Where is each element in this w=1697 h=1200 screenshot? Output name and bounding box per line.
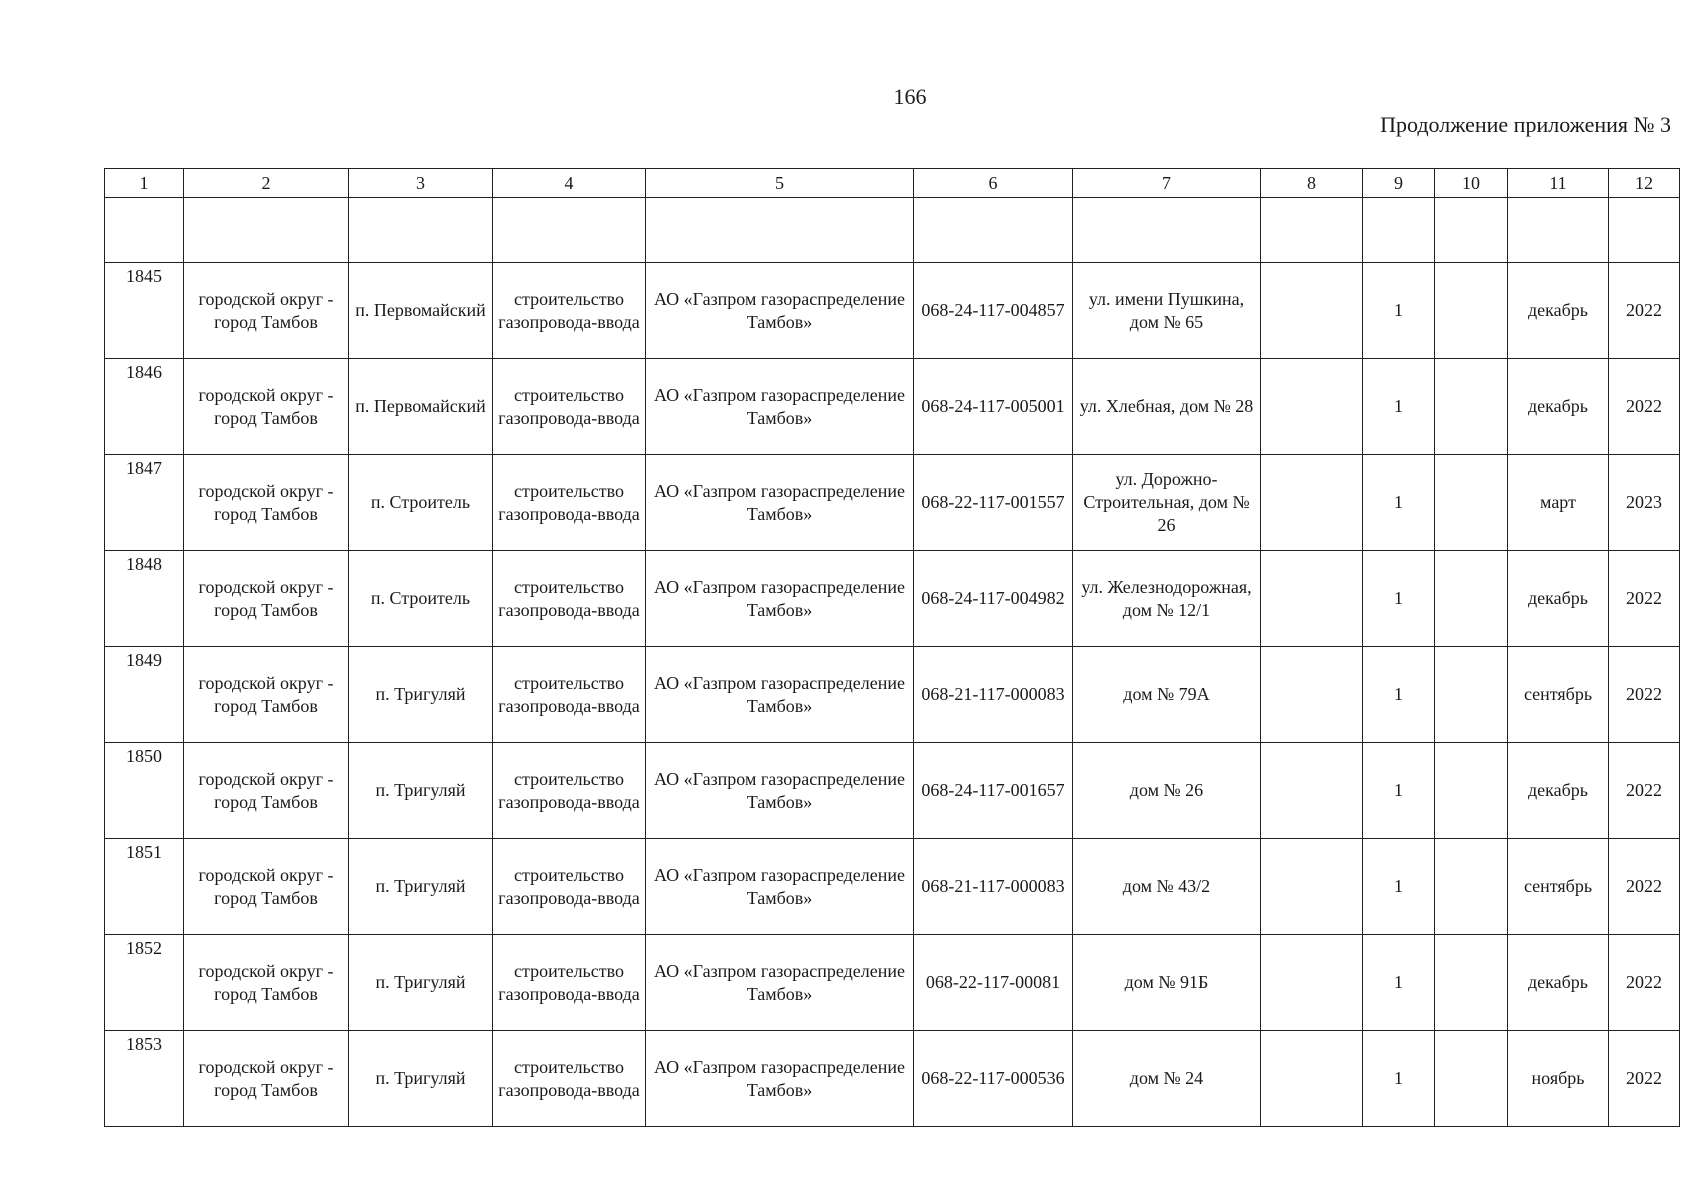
organization-cell: АО «Газпром газораспределение Тамбов» (646, 263, 914, 359)
month-cell: декабрь (1508, 551, 1609, 647)
object-code-cell: 068-22-117-001557 (914, 455, 1073, 551)
address-cell: ул. Хлебная, дом № 28 (1073, 359, 1261, 455)
table-row (105, 359, 1680, 455)
empty-cell (1363, 198, 1435, 263)
column-8-cell (1261, 839, 1363, 935)
locality-cell: п. Тригуляй (349, 839, 493, 935)
column-header: 4 (493, 169, 646, 198)
column-header: 12 (1609, 169, 1680, 198)
organization-cell: АО «Газпром газораспределение Тамбов» (646, 647, 914, 743)
quantity-cell: 1 (1363, 935, 1435, 1031)
locality-cell: п. Тригуляй (349, 935, 493, 1031)
table-row (105, 935, 1680, 1031)
empty-cell (1261, 198, 1363, 263)
work-type-cell: строительство газопровода-ввода (493, 743, 646, 839)
work-type-cell: строительство газопровода-ввода (493, 263, 646, 359)
page-number: 166 (893, 84, 927, 109)
row-number-cell: 1849 (105, 647, 184, 743)
object-code-cell: 068-24-117-004982 (914, 551, 1073, 647)
empty-cell (493, 198, 646, 263)
quantity-cell: 1 (1363, 839, 1435, 935)
object-code-cell: 068-22-117-000536 (914, 1031, 1073, 1127)
year-cell: 2022 (1609, 839, 1680, 935)
column-header: 2 (184, 169, 349, 198)
table-row (105, 455, 1680, 551)
table-row (105, 1031, 1680, 1127)
column-header: 9 (1363, 169, 1435, 198)
district-cell: городской округ - город Тамбов (184, 935, 349, 1031)
column-10-cell (1435, 359, 1508, 455)
year-cell: 2023 (1609, 455, 1680, 551)
organization-cell: АО «Газпром газораспределение Тамбов» (646, 551, 914, 647)
column-8-cell (1261, 359, 1363, 455)
column-8-cell (1261, 551, 1363, 647)
row-number-cell: 1850 (105, 743, 184, 839)
empty-cell (646, 198, 914, 263)
row-number-cell: 1848 (105, 551, 184, 647)
empty-cell (184, 198, 349, 263)
empty-cell (1508, 198, 1609, 263)
row-number-cell: 1853 (105, 1031, 184, 1127)
year-cell: 2022 (1609, 551, 1680, 647)
month-cell: март (1508, 455, 1609, 551)
locality-cell: п. Строитель (349, 455, 493, 551)
quantity-cell: 1 (1363, 551, 1435, 647)
column-header: 5 (646, 169, 914, 198)
district-cell: городской округ - город Тамбов (184, 1031, 349, 1127)
table-row (105, 263, 1680, 359)
year-cell: 2022 (1609, 1031, 1680, 1127)
locality-cell: п. Строитель (349, 551, 493, 647)
column-10-cell (1435, 551, 1508, 647)
table-row (105, 551, 1680, 647)
column-8-cell (1261, 647, 1363, 743)
column-header: 1 (105, 169, 184, 198)
district-cell: городской округ - город Тамбов (184, 455, 349, 551)
row-number-cell: 1846 (105, 359, 184, 455)
locality-cell: п. Первомайский (349, 263, 493, 359)
district-cell: городской округ - город Тамбов (184, 647, 349, 743)
district-cell: городской округ - город Тамбов (184, 359, 349, 455)
empty-cell (105, 198, 184, 263)
column-8-cell (1261, 1031, 1363, 1127)
month-cell: декабрь (1508, 935, 1609, 1031)
column-8-cell (1261, 935, 1363, 1031)
year-cell: 2022 (1609, 263, 1680, 359)
work-type-cell: строительство газопровода-ввода (493, 839, 646, 935)
column-10-cell (1435, 455, 1508, 551)
row-number-cell: 1851 (105, 839, 184, 935)
object-code-cell: 068-24-117-005001 (914, 359, 1073, 455)
column-8-cell (1261, 263, 1363, 359)
month-cell: декабрь (1508, 359, 1609, 455)
address-cell: дом № 91Б (1073, 935, 1261, 1031)
year-cell: 2022 (1609, 743, 1680, 839)
empty-cell (1435, 198, 1508, 263)
empty-cell (349, 198, 493, 263)
locality-cell: п. Первомайский (349, 359, 493, 455)
row-number-cell: 1847 (105, 455, 184, 551)
address-cell: дом № 26 (1073, 743, 1261, 839)
address-cell: дом № 79А (1073, 647, 1261, 743)
object-code-cell: 068-24-117-001657 (914, 743, 1073, 839)
month-cell: декабрь (1508, 743, 1609, 839)
address-cell: ул. имени Пушкина, дом № 65 (1073, 263, 1261, 359)
quantity-cell: 1 (1363, 743, 1435, 839)
object-code-cell: 068-21-117-000083 (914, 647, 1073, 743)
object-code-cell: 068-24-117-004857 (914, 263, 1073, 359)
empty-cell (1609, 198, 1680, 263)
column-header: 8 (1261, 169, 1363, 198)
quantity-cell: 1 (1363, 263, 1435, 359)
column-8-cell (1261, 743, 1363, 839)
month-cell: ноябрь (1508, 1031, 1609, 1127)
empty-cell (1073, 198, 1261, 263)
month-cell: декабрь (1508, 263, 1609, 359)
locality-cell: п. Тригуляй (349, 647, 493, 743)
address-cell: ул. Железнодорожная, дом № 12/1 (1073, 551, 1261, 647)
month-cell: сентябрь (1508, 647, 1609, 743)
header-row (105, 169, 1680, 198)
column-10-cell (1435, 743, 1508, 839)
locality-cell: п. Тригуляй (349, 743, 493, 839)
column-8-cell (1261, 455, 1363, 551)
quantity-cell: 1 (1363, 455, 1435, 551)
year-cell: 2022 (1609, 647, 1680, 743)
district-cell: городской округ - город Тамбов (184, 839, 349, 935)
organization-cell: АО «Газпром газораспределение Тамбов» (646, 455, 914, 551)
month-cell: сентябрь (1508, 839, 1609, 935)
table-row (105, 743, 1680, 839)
district-cell: городской округ - город Тамбов (184, 551, 349, 647)
quantity-cell: 1 (1363, 1031, 1435, 1127)
column-10-cell (1435, 263, 1508, 359)
locality-cell: п. Тригуляй (349, 1031, 493, 1127)
work-type-cell: строительство газопровода-ввода (493, 935, 646, 1031)
work-type-cell: строительство газопровода-ввода (493, 455, 646, 551)
empty-cell (914, 198, 1073, 263)
organization-cell: АО «Газпром газораспределение Тамбов» (646, 743, 914, 839)
district-cell: городской округ - город Тамбов (184, 263, 349, 359)
column-10-cell (1435, 839, 1508, 935)
column-header: 3 (349, 169, 493, 198)
organization-cell: АО «Газпром газораспределение Тамбов» (646, 359, 914, 455)
work-type-cell: строительство газопровода-ввода (493, 647, 646, 743)
register-table (104, 168, 1680, 1127)
year-cell: 2022 (1609, 935, 1680, 1031)
work-type-cell: строительство газопровода-ввода (493, 1031, 646, 1127)
table-row (105, 647, 1680, 743)
row-number-cell: 1845 (105, 263, 184, 359)
column-10-cell (1435, 1031, 1508, 1127)
column-10-cell (1435, 935, 1508, 1031)
column-header: 11 (1508, 169, 1609, 198)
column-header: 6 (914, 169, 1073, 198)
quantity-cell: 1 (1363, 647, 1435, 743)
blank-row (105, 198, 1680, 263)
organization-cell: АО «Газпром газораспределение Тамбов» (646, 839, 914, 935)
column-10-cell (1435, 647, 1508, 743)
address-cell: ул. Дорожно-Строительная, дом № 26 (1073, 455, 1261, 551)
object-code-cell: 068-21-117-000083 (914, 839, 1073, 935)
continuation-label: Продолжение приложения № 3 (1380, 112, 1671, 137)
quantity-cell: 1 (1363, 359, 1435, 455)
year-cell: 2022 (1609, 359, 1680, 455)
district-cell: городской округ - город Тамбов (184, 743, 349, 839)
organization-cell: АО «Газпром газораспределение Тамбов» (646, 935, 914, 1031)
address-cell: дом № 43/2 (1073, 839, 1261, 935)
object-code-cell: 068-22-117-00081 (914, 935, 1073, 1031)
column-header: 10 (1435, 169, 1508, 198)
address-cell: дом № 24 (1073, 1031, 1261, 1127)
table-row (105, 839, 1680, 935)
work-type-cell: строительство газопровода-ввода (493, 359, 646, 455)
row-number-cell: 1852 (105, 935, 184, 1031)
column-header: 7 (1073, 169, 1261, 198)
organization-cell: АО «Газпром газораспределение Тамбов» (646, 1031, 914, 1127)
work-type-cell: строительство газопровода-ввода (493, 551, 646, 647)
